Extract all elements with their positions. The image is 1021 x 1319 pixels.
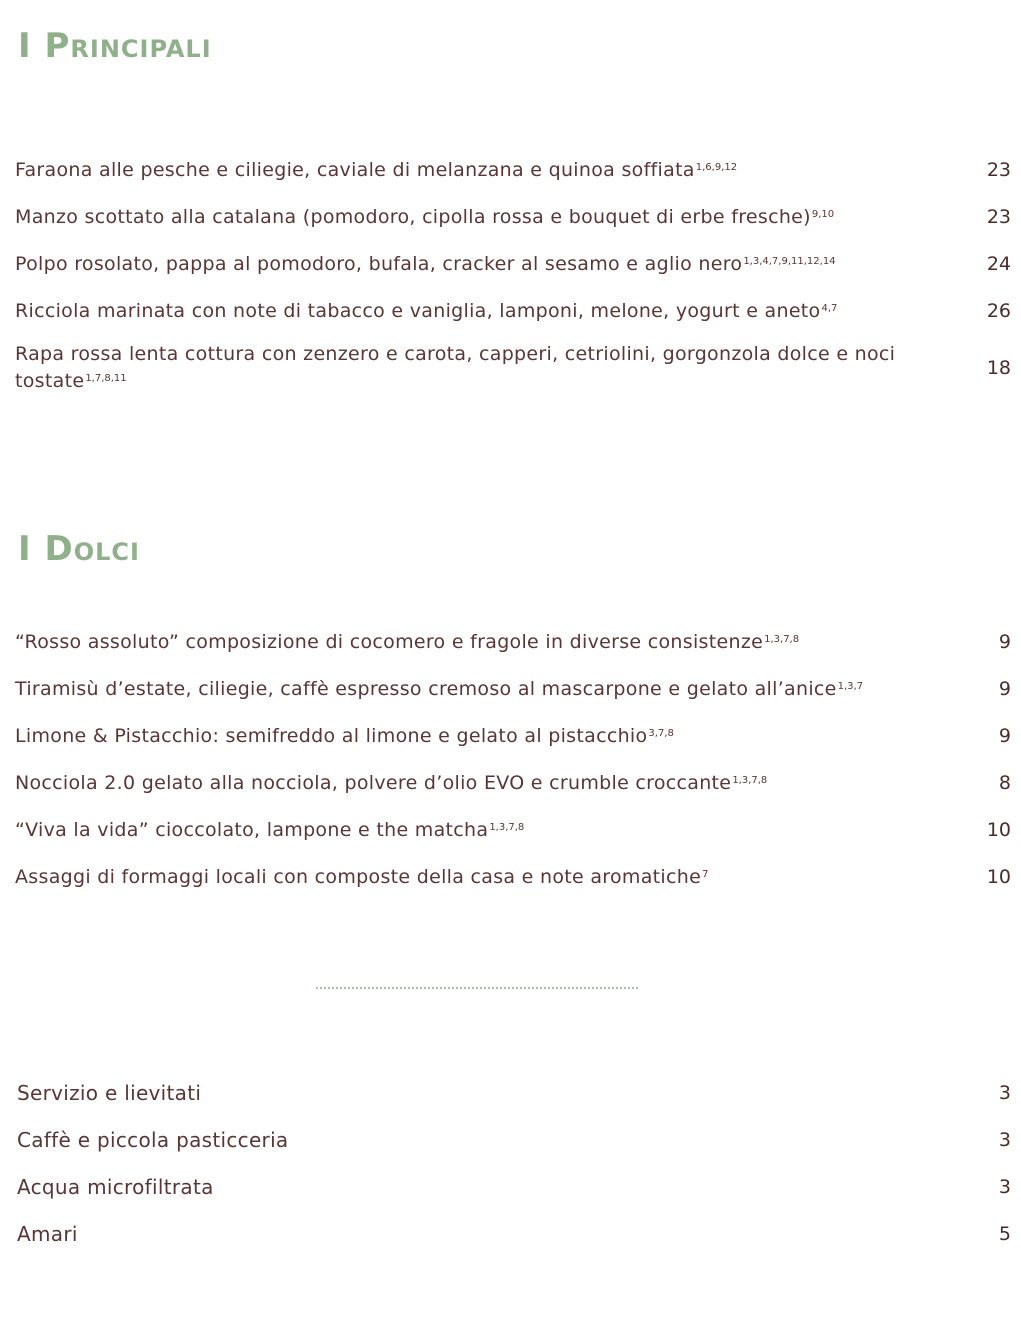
dish-name: “Viva la vida” cioccolato, lampone e the matcha$^{1,3,7,8}$ bbox=[15, 819, 525, 841]
dish-price: 8 bbox=[998, 772, 1011, 794]
menu-item bbox=[15, 204, 1011, 231]
allergen-codes: 3,7,8 bbox=[648, 728, 674, 739]
extra-item bbox=[17, 1174, 1011, 1201]
allergen-codes: 1,3,7 bbox=[837, 681, 864, 692]
allergen-codes: 1,3,7,8 bbox=[489, 822, 525, 833]
section-title-dolci: I Dolci bbox=[18, 529, 140, 569]
allergen-codes: 1,3,7,8 bbox=[732, 775, 768, 786]
extra-name: Acqua microfiltrata bbox=[17, 1175, 214, 1199]
dish-price: 9 bbox=[998, 631, 1011, 653]
menu-item bbox=[15, 864, 1011, 891]
dish-name: Limone & Pistacchio: semifreddo al limone e gelato al pistacchio$^{3,7,8}$ bbox=[15, 725, 674, 747]
menu-item bbox=[15, 723, 1011, 750]
dish-price: 23 bbox=[986, 206, 1011, 228]
dish-price: 18 bbox=[986, 356, 1011, 379]
dish-name: Ricciola marinata con note di tabacco e vaniglia, lamponi, melone, yogurt e aneto$^{4,7}$ bbox=[15, 300, 838, 322]
dish-name: Nocciola 2.0 gelato alla nocciola, polvere d’olio EVO e crumble croccante$^{1,3,7,8}$ bbox=[15, 772, 768, 794]
menu-item bbox=[15, 676, 1011, 703]
dish-price: 26 bbox=[986, 300, 1011, 322]
allergen-codes: 1,3,7,8 bbox=[764, 634, 800, 645]
extra-item bbox=[17, 1221, 1011, 1248]
extra-item bbox=[17, 1127, 1011, 1154]
extra-price: 5 bbox=[998, 1223, 1011, 1245]
menu-item bbox=[15, 770, 1011, 797]
dish-name: Polpo rosolato, pappa al pomodoro, bufala, cracker al sesamo e aglio nero$^{1,3,4,7,9,11,12,14}$ bbox=[15, 253, 836, 275]
dish-price: 9 bbox=[998, 678, 1011, 700]
allergen-codes: 4,7 bbox=[821, 303, 838, 314]
dish-name: Rapa rossa lenta cottura con zenzero e carota, capperi, cetriolini, gorgonzola dolce e noci tostate$^{1,7,8,11}$ bbox=[15, 343, 896, 392]
dish-name: “Rosso assoluto” composizione di cocomero e fragole in diverse consistenze$^{1,3,7,8}$ bbox=[15, 631, 800, 653]
dish-name: Faraona alle pesche e ciliegie, caviale di melanzana e quinoa soffiata$^{1,6,9,12}$ bbox=[15, 159, 738, 181]
extra-name: Servizio e lievitati bbox=[17, 1081, 202, 1105]
extra-name: Caffè e piccola pasticceria bbox=[17, 1128, 289, 1152]
menu-item bbox=[15, 251, 1011, 278]
dotted-divider bbox=[316, 987, 638, 989]
menu-item bbox=[15, 817, 1011, 844]
extra-item bbox=[17, 1080, 1011, 1107]
extra-name: Amari bbox=[17, 1222, 78, 1246]
dish-price: 23 bbox=[986, 159, 1011, 181]
dish-price: 24 bbox=[986, 253, 1011, 275]
dish-price: 9 bbox=[998, 725, 1011, 747]
allergen-codes: 1,3,4,7,9,11,12,14 bbox=[743, 256, 836, 267]
menu-item bbox=[15, 629, 1011, 656]
allergen-codes: 1,6,9,12 bbox=[695, 162, 738, 173]
menu-item bbox=[15, 298, 1011, 325]
extra-price: 3 bbox=[998, 1176, 1011, 1198]
dish-price: 10 bbox=[986, 819, 1011, 841]
dish-name: Manzo scottato alla catalana (pomodoro, cipolla rossa e bouquet di erbe fresche)$^{9,10}$ bbox=[15, 206, 835, 228]
menu-item bbox=[15, 341, 1011, 395]
extra-price: 3 bbox=[998, 1082, 1011, 1104]
dish-price: 10 bbox=[986, 866, 1011, 888]
dish-name: Tiramisù d’estate, ciliegie, caffè espresso cremoso al mascarpone e gelato all’anice$^{1,3,7}$ bbox=[15, 678, 864, 700]
allergen-codes: 9,10 bbox=[811, 209, 835, 220]
allergen-codes: 1,7,8,11 bbox=[85, 373, 127, 384]
dish-name: Assaggi di formaggi locali con composte della casa e note aromatiche$^7$ bbox=[15, 866, 709, 888]
allergen-codes: 7 bbox=[702, 869, 709, 880]
extra-price: 3 bbox=[998, 1129, 1011, 1151]
menu-item bbox=[15, 157, 1011, 184]
section-title-principali: I Principali bbox=[18, 26, 212, 66]
